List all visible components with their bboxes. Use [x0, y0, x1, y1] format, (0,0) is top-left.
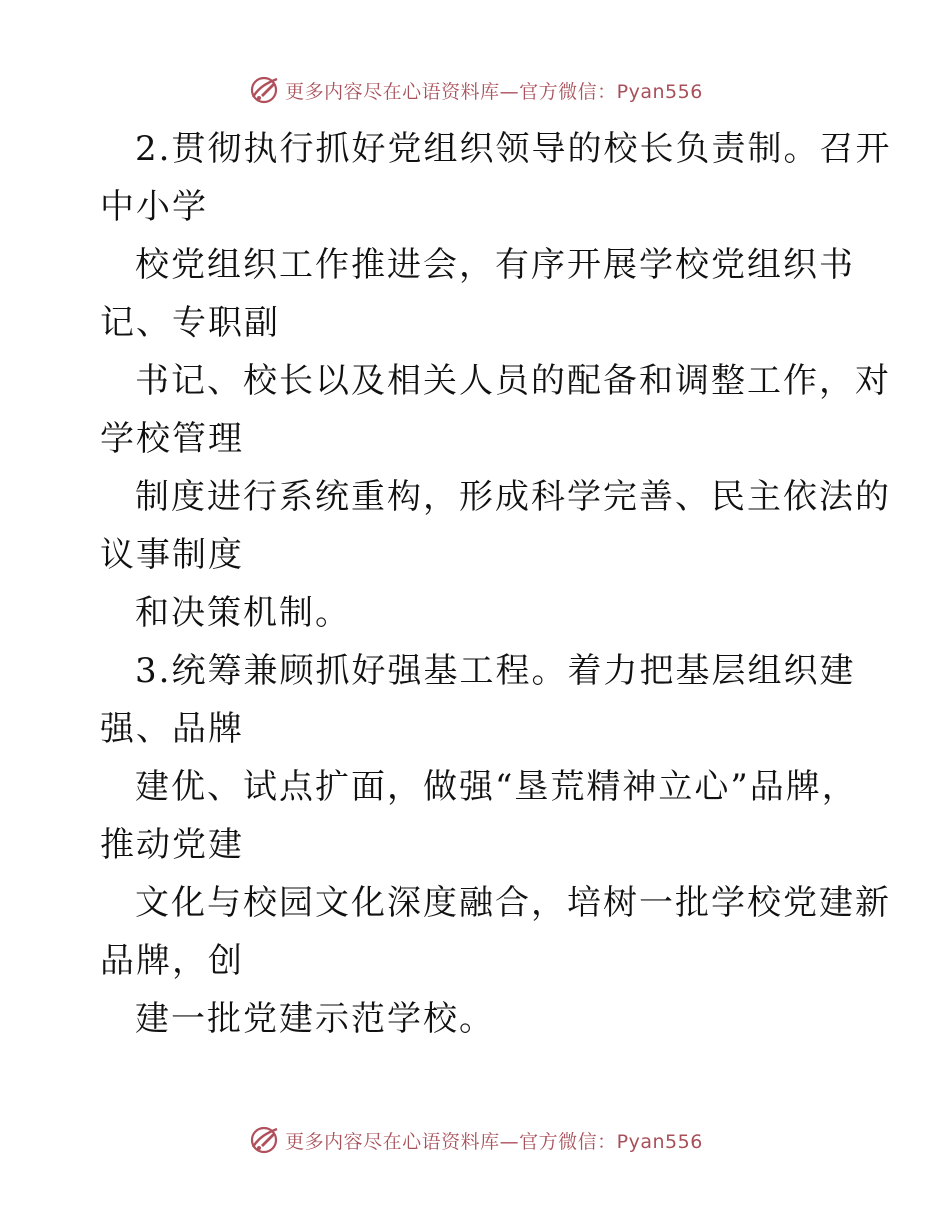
- body-line: 3.统筹兼顾抓好强基工程。着力把基层组织建: [135, 651, 856, 691]
- body-line: 制度进行系统重构，形成科学完善、民主依法的: [135, 477, 891, 517]
- body-line: 和决策机制。: [135, 593, 351, 633]
- body-line: 推动党建: [100, 825, 244, 865]
- pen-swirl-logo-icon: [247, 73, 281, 107]
- body-line: 建优、试点扩面，做强“垦荒精神立心”品牌，: [135, 767, 858, 807]
- body-line: 学校管理: [100, 419, 244, 459]
- watermark-text: 更多内容尽在心语资料库—官方微信：Pyan556: [285, 1130, 703, 1153]
- body-line: 书记、校长以及相关人员的配备和调整工作，对: [135, 361, 891, 401]
- watermark-header: [0, 70, 950, 110]
- body-line: 议事制度: [100, 535, 244, 575]
- pen-swirl-logo-icon: [247, 1123, 281, 1157]
- body-line: 2.贯彻执行抓好党组织领导的校长负责制。召开: [135, 129, 892, 169]
- body-line: 文化与校园文化深度融合，培树一批学校党建新: [135, 883, 891, 923]
- body-line: 强、品牌: [100, 709, 244, 749]
- body-line: 中小学: [100, 187, 208, 227]
- watermark-text: 更多内容尽在心语资料库—官方微信：Pyan556: [285, 80, 703, 103]
- body-line: 校党组织工作推进会，有序开展学校党组织书: [135, 245, 855, 285]
- body-line: 品牌，创: [100, 941, 244, 981]
- body-line: 建一批党建示范学校。: [135, 999, 495, 1039]
- body-line: 记、专职副: [100, 303, 280, 343]
- watermark-footer: [0, 1120, 950, 1160]
